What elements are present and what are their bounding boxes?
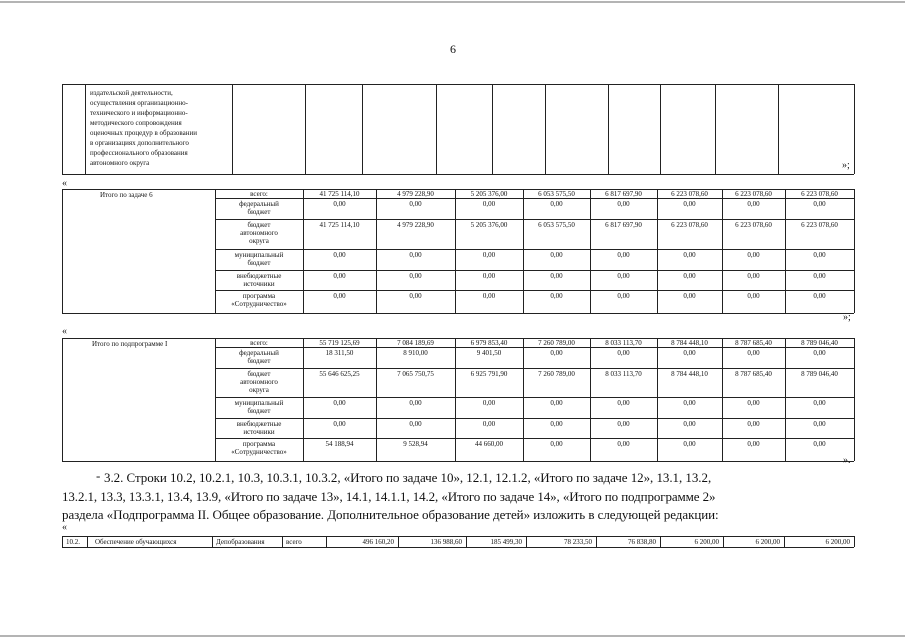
table-sub1-closing: ».: [843, 455, 851, 466]
paragraph-line-2: 13.2.1, 13.3, 13.3.1, 13.4, 13.9, «Итого по задаче 13», 14.1, 14.1.1, 14.2, «Итого по задаче 14», «Итого по подпрограмме 2»: [62, 489, 716, 504]
table-top-closing: »;: [842, 160, 850, 171]
table-task6-title: Итого по задаче 6: [100, 191, 153, 199]
table-bottom-opening: «: [62, 522, 67, 533]
table-sub1-opening: «: [62, 326, 67, 337]
paragraph-line-3: раздела «Подпрограмма II. Общее образование. Дополнительное образование детей» изложить в следующей редакции:: [62, 507, 719, 522]
table-task6-opening: «: [62, 178, 67, 189]
paragraph-dash: -: [96, 468, 101, 483]
table-top-description: издательской деятельности, осуществления организационно- технического и информационно- методического сопровождения оценочных процедур в образовании в организациях дополнительного профессионального образования автономного округа: [90, 89, 197, 167]
table-sub1-title: Итого по подпрограмме I: [92, 340, 168, 348]
scan-edge-top: [0, 1, 905, 3]
table-task6-closing: »;: [843, 312, 851, 323]
page-number: 6: [450, 42, 456, 56]
paragraph-line-1: 3.2. Строки 10.2, 10.2.1, 10.3, 10.3.1, 10.3.2, «Итого по задаче 10», 12.1, 12.1.2, «Итого по задаче 12», 13.1, 13.2,: [104, 470, 712, 485]
scan-edge-bottom: [0, 635, 905, 637]
